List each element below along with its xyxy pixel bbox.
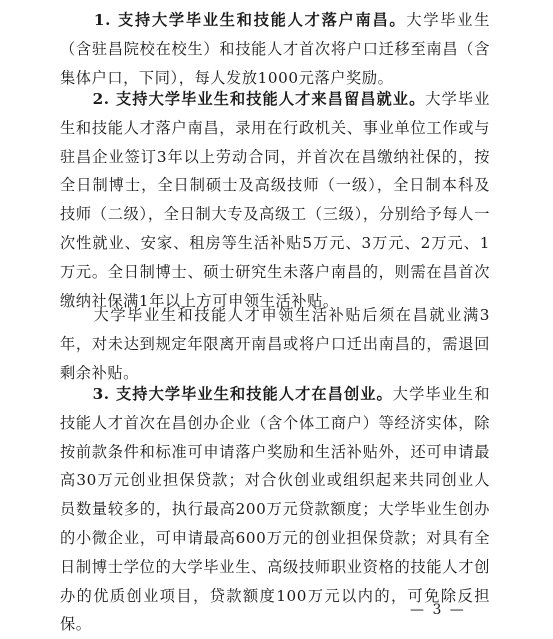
paragraph-1-heading: 1. 支持大学毕业生和技能人才落户南昌。: [60, 11, 407, 29]
paragraph-4: [60, 380, 490, 639]
paragraph-3: [60, 301, 490, 387]
paragraph-4-heading: 3. 支持大学毕业生和技能人才在昌创业。: [60, 385, 393, 403]
page-number: — 3 —: [410, 602, 466, 618]
paragraph-3-body: 大学毕业生和技能人才申领生活补贴后须在昌就业满3年，对未达到规定年限离开南昌或将户口迁出南昌的，需退回剩余补贴。: [60, 306, 490, 382]
paragraph-1: [60, 6, 490, 92]
paragraph-1-body: 大学毕业生（含驻昌院校在校生）和技能人才首次将户口迁移至南昌（含集体户口，下同），每人发放1000元落户奖励。: [60, 11, 491, 87]
paragraph-2-body: 大学毕业生和技能人才落户南昌，录用在行政机关、事业单位工作或与驻昌企业签订3年以上劳动合同，并首次在昌缴纳社保的，按全日制博士，全日制硕士及高级技师（一级），全日制本科及技师（二级），全日制大专及高级工（三级），分别给予每人一次性就业、安家、租房等生活补贴5万元、3万元、2万元、1万元。全日制博士、硕士研究生未落户南昌的，则需在昌首次缴纳社保满1年以上方可申领生活补贴。: [60, 90, 490, 310]
paragraph-2-heading: 2. 支持大学毕业生和技能人才来昌留昌就业。: [60, 90, 426, 108]
paragraph-2: [60, 85, 490, 315]
paragraph-4-body: 大学毕业生和技能人才首次在昌创办企业（含个体工商户）等经济实体，除按前款条件和标准可申请落户奖励和生活补贴外，还可申请最高30万元创业担保贷款；对合伙创业或组织起来共同创业人员数量较多的，执行最高200万元贷款额度；大学毕业生创办的小微企业，可申请最高600万元的创业担保贷款；对具有全日制博士学位的大学毕业生、高级技师职业资格的技能人才创办的优质创业项目，贷款额度100万元以内的，可免除反担保。: [60, 385, 490, 634]
